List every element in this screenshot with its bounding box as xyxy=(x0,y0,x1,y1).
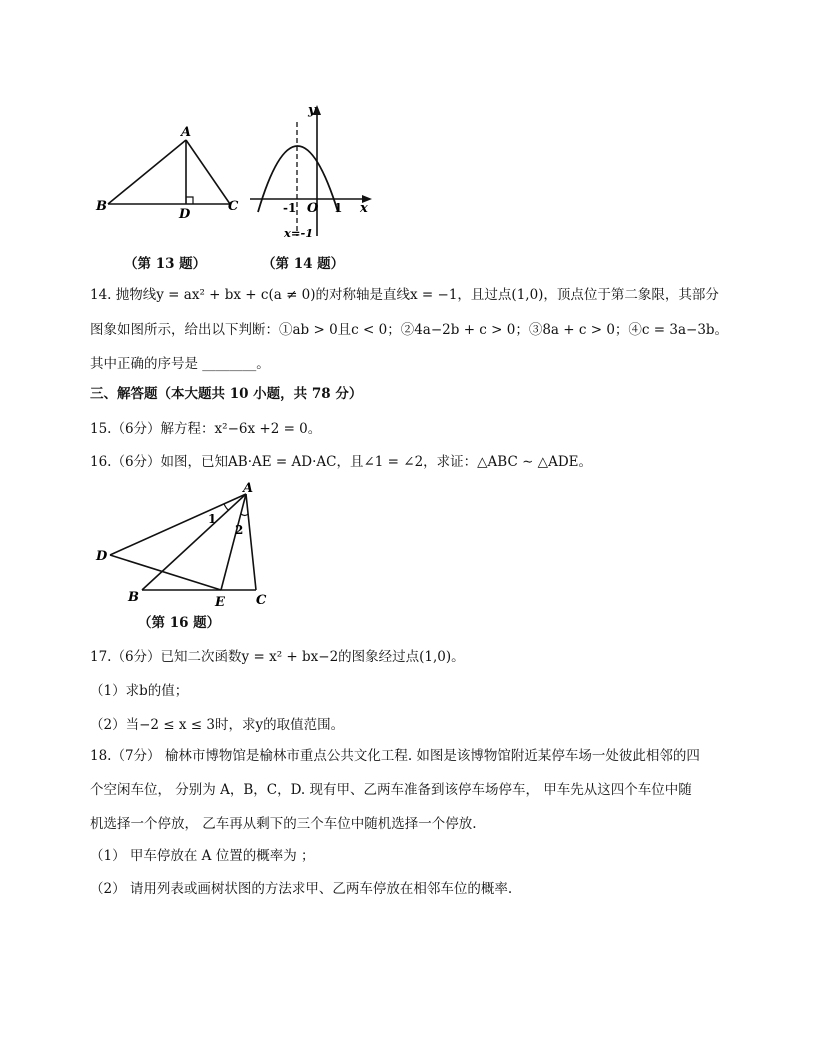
label-symmetry-axis: x=-1 xyxy=(284,226,314,240)
label-c: C xyxy=(228,199,239,214)
q18-line-1: 18.（7分） 榆林市博物馆是榆林市重点公共文化工程. 如图是该博物馆附近某停车场一处彼此相邻的四 xyxy=(90,748,700,764)
q17-stem: 17.（6分）已知二次函数y = x² + bx−2的图象经过点(1,0)。 xyxy=(90,649,465,665)
label-e: E xyxy=(215,595,225,610)
figure-16-caption: （第 16 题） xyxy=(138,615,221,631)
segment-de xyxy=(110,555,221,590)
segment-ac xyxy=(186,140,230,204)
q14-line-2: 图象如图所示，给出以下判断：①ab > 0且c < 0；②4a−2b + c > 0；③8a + c > 0；④c = 3a−3b。 xyxy=(90,322,729,338)
q16-text: 16.（6分）如图，已知AB·AE = AD·AC，且∠1 = ∠2，求证：△ABC ∼ △ADE。 xyxy=(90,454,592,470)
figure-13-caption: （第 13 题） xyxy=(124,256,207,272)
label-a: A xyxy=(181,125,192,140)
label-c: C xyxy=(256,593,267,608)
label-b: B xyxy=(128,590,139,605)
q17-part-2: （2）当−2 ≤ x ≤ 3时，求y的取值范围。 xyxy=(90,717,345,733)
q14-line-1: 14. 抛物线y = ax² + bx + c(a ≠ 0)的对称轴是直线x = −1，且过点(1,0)，顶点位于第二象限，其部分 xyxy=(90,287,719,303)
segment-ab xyxy=(142,494,246,590)
figure-14-caption: （第 14 题） xyxy=(262,256,345,272)
label-angle-1: 1 xyxy=(208,512,217,526)
q14-line-3: 其中正确的序号是 ________。 xyxy=(90,356,270,372)
segment-ac xyxy=(246,494,256,590)
label-a: A xyxy=(243,481,254,496)
segment-ae xyxy=(221,494,246,590)
label-d: D xyxy=(179,207,191,222)
q18-part-1: （1） 甲车停放在 A 位置的概率为 ； xyxy=(90,848,315,864)
label-x: x xyxy=(360,201,368,216)
label-origin: O xyxy=(307,201,319,216)
segment-ab xyxy=(108,140,186,204)
figure-14 xyxy=(250,100,380,242)
figure-16 xyxy=(92,480,282,610)
q18-part-2: （2） 请用列表或画树状图的方法求甲、乙两车停放在相邻车位的概率. xyxy=(90,881,513,897)
label-one: 1 xyxy=(334,201,343,215)
label-y: y xyxy=(308,103,316,118)
q18-line-2: 个空闲车位， 分别为 A，B，C，D. 现有甲、乙两车准备到该停车场停车， 甲车先从这四个车位中随 xyxy=(90,782,692,798)
label-d: D xyxy=(96,549,108,564)
label-neg-one: -1 xyxy=(283,201,297,215)
figure-13 xyxy=(90,120,250,225)
label-b: B xyxy=(96,199,107,214)
label-angle-2: 2 xyxy=(235,523,244,537)
q17-part-1: （1）求b的值； xyxy=(90,683,189,699)
segment-da xyxy=(110,494,246,555)
section-3-heading: 三、解答题（本大题共 10 小题，共 78 分） xyxy=(90,386,363,402)
right-angle-mark xyxy=(186,197,193,204)
q18-line-3: 机选择一个停放， 乙车再从剩下的三个车位中随机选择一个停放. xyxy=(90,816,477,832)
angle-2-arc xyxy=(241,514,248,516)
angle-1-arc xyxy=(224,504,229,510)
parabola-curve xyxy=(258,146,338,212)
q15-text: 15.（6分）解方程：x²−6x +2 = 0。 xyxy=(90,421,322,437)
